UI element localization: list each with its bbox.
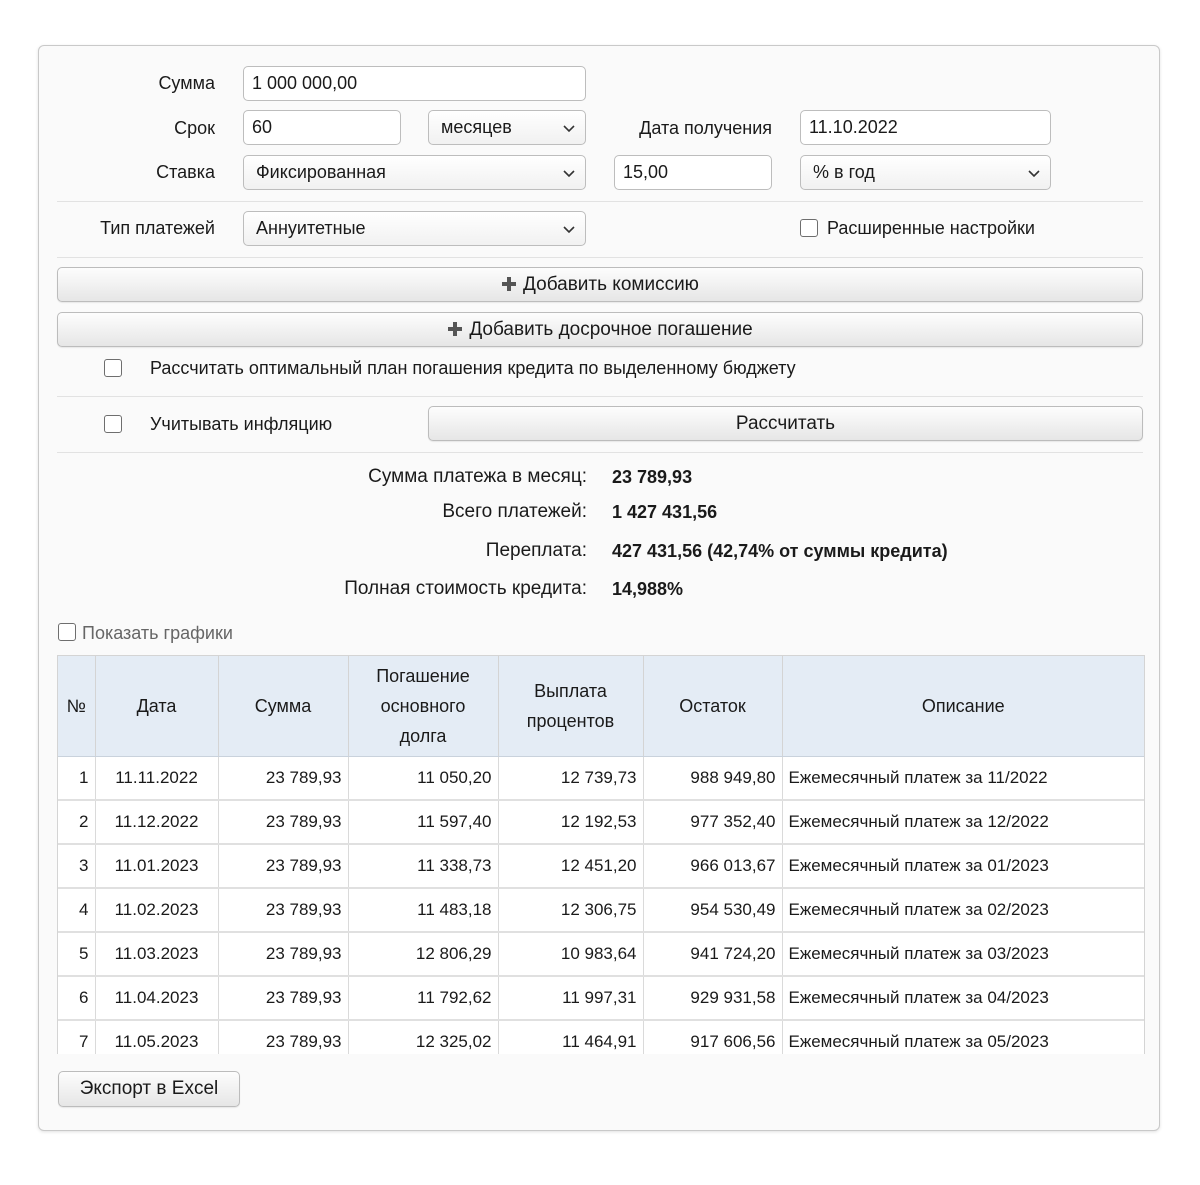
divider [57,396,1143,397]
cell-balance: 917 606,56 [643,1020,782,1054]
cell-principal: 11 597,40 [348,800,498,844]
rate-type-value: Фиксированная [256,162,386,182]
cell-principal: 11 338,73 [348,844,498,888]
chevron-down-icon [561,221,577,237]
cell-interest: 10 983,64 [498,932,643,976]
monthly-payment-label: Сумма платежа в месяц: [368,466,587,487]
cell-sum: 23 789,93 [218,1020,348,1054]
table-row [58,1020,1144,1054]
show-charts-label: Показать графики [82,623,233,643]
col-header-sum: Сумма [218,656,348,757]
col-header-interest: Выплата процентов [498,656,643,757]
cell-number: 5 [58,932,95,976]
col-header-principal: Погашение основного долга [348,656,498,757]
plus-icon [447,321,463,337]
total-payments-value: 1 427 431,56 [612,502,718,522]
col-header-number: № [58,656,95,757]
cell-interest: 11 997,31 [498,976,643,1020]
cell-date: 11.05.2023 [95,1020,218,1054]
cell-principal: 11 483,18 [348,888,498,932]
full-cost-value: 14,988% [612,579,684,599]
date-input[interactable]: 11.10.2022 [800,110,1051,145]
cell-sum: 23 789,93 [218,757,348,801]
monthly-payment-value: 23 789,93 [612,467,693,487]
cell-interest: 11 464,91 [498,1020,643,1054]
sum-input[interactable]: 1 000 000,00 [243,66,586,101]
cell-date: 11.02.2023 [95,888,218,932]
add-prepayment-button[interactable] [57,312,1143,347]
cell-sum: 23 789,93 [218,932,348,976]
cell-date: 11.12.2022 [95,800,218,844]
cell-date: 11.03.2023 [95,932,218,976]
cell-number: 3 [58,844,95,888]
cell-date: 11.11.2022 [95,757,218,801]
term-input[interactable]: 60 [243,110,401,145]
cell-interest: 12 306,75 [498,888,643,932]
divider [57,201,1143,202]
credit-calculator-panel [38,45,1160,1131]
cell-description: Ежемесячный платеж за 03/2023 [782,932,1144,976]
cell-description: Ежемесячный платеж за 11/2022 [782,757,1144,801]
table-header-row [58,656,1144,757]
term-unit-value: месяцев [441,117,512,137]
inflation-checkbox[interactable] [104,415,122,433]
rate-type-select[interactable] [243,155,586,190]
optimal-plan-label: Рассчитать оптимальный план погашения кредита по выделенному бюджету [150,358,796,378]
rate-unit-value: % в год [813,162,875,182]
payment-type-value: Аннуитетные [256,218,366,238]
cell-principal: 11 792,62 [348,976,498,1020]
show-charts-checkbox[interactable] [58,623,76,641]
cell-number: 1 [58,757,95,801]
cell-date: 11.01.2023 [95,844,218,888]
table-row [58,976,1144,1020]
col-header-description: Описание [782,656,1144,757]
payment-type-select[interactable] [243,211,586,246]
overpayment-label: Переплата: [485,540,587,561]
cell-balance: 966 013,67 [643,844,782,888]
cell-balance: 941 724,20 [643,932,782,976]
cell-sum: 23 789,93 [218,844,348,888]
chevron-down-icon [1026,165,1042,181]
overpayment-value: 427 431,56 (42,74% от суммы кредита) [612,541,948,561]
plus-icon [501,276,517,292]
cell-number: 2 [58,800,95,844]
date-label: Дата получения [639,118,772,138]
cell-sum: 23 789,93 [218,800,348,844]
payment-schedule-table[interactable] [57,655,1145,1054]
cell-balance: 988 949,80 [643,757,782,801]
advanced-settings-checkbox[interactable] [800,219,818,237]
payment-type-label: Тип платежей [100,218,215,238]
cell-principal: 12 806,29 [348,932,498,976]
cell-description: Ежемесячный платеж за 05/2023 [782,1020,1144,1054]
table-row [58,757,1144,801]
export-excel-button[interactable]: Экспорт в Excel [58,1071,240,1107]
cell-description: Ежемесячный платеж за 02/2023 [782,888,1144,932]
total-payments-label: Всего платежей: [442,501,587,522]
term-unit-select[interactable] [428,110,586,145]
cell-description: Ежемесячный платеж за 04/2023 [782,976,1144,1020]
cell-description: Ежемесячный платеж за 01/2023 [782,844,1144,888]
advanced-settings-label: Расширенные настройки [827,218,1035,238]
cell-interest: 12 739,73 [498,757,643,801]
divider [57,452,1143,453]
cell-number: 7 [58,1020,95,1054]
chevron-down-icon [561,120,577,136]
cell-number: 6 [58,976,95,1020]
cell-balance: 954 530,49 [643,888,782,932]
sum-label: Сумма [158,73,215,93]
cell-date: 11.04.2023 [95,976,218,1020]
cell-sum: 23 789,93 [218,976,348,1020]
divider [57,257,1143,258]
table-row [58,888,1144,932]
cell-interest: 12 192,53 [498,800,643,844]
cell-sum: 23 789,93 [218,888,348,932]
table-row [58,844,1144,888]
table-row [58,800,1144,844]
col-header-date: Дата [95,656,218,757]
term-label: Срок [174,118,215,138]
cell-principal: 12 325,02 [348,1020,498,1054]
inflation-label: Учитывать инфляцию [150,414,333,434]
cell-balance: 929 931,58 [643,976,782,1020]
cell-principal: 11 050,20 [348,757,498,801]
rate-label: Ставка [156,162,215,182]
full-cost-label: Полная стоимость кредита: [344,578,587,599]
cell-description: Ежемесячный платеж за 12/2022 [782,800,1144,844]
cell-balance: 977 352,40 [643,800,782,844]
add-commission-button[interactable] [57,267,1143,302]
add-prepayment-label: Добавить досрочное погашение [469,319,753,340]
cell-number: 4 [58,888,95,932]
rate-unit-select[interactable] [800,155,1051,190]
table-row [58,932,1144,976]
add-commission-label: Добавить комиссию [523,274,699,295]
chevron-down-icon [561,165,577,181]
rate-input[interactable]: 15,00 [614,155,772,190]
col-header-balance: Остаток [643,656,782,757]
cell-interest: 12 451,20 [498,844,643,888]
calculate-button[interactable]: Рассчитать [428,406,1143,441]
optimal-plan-checkbox[interactable] [104,359,122,377]
